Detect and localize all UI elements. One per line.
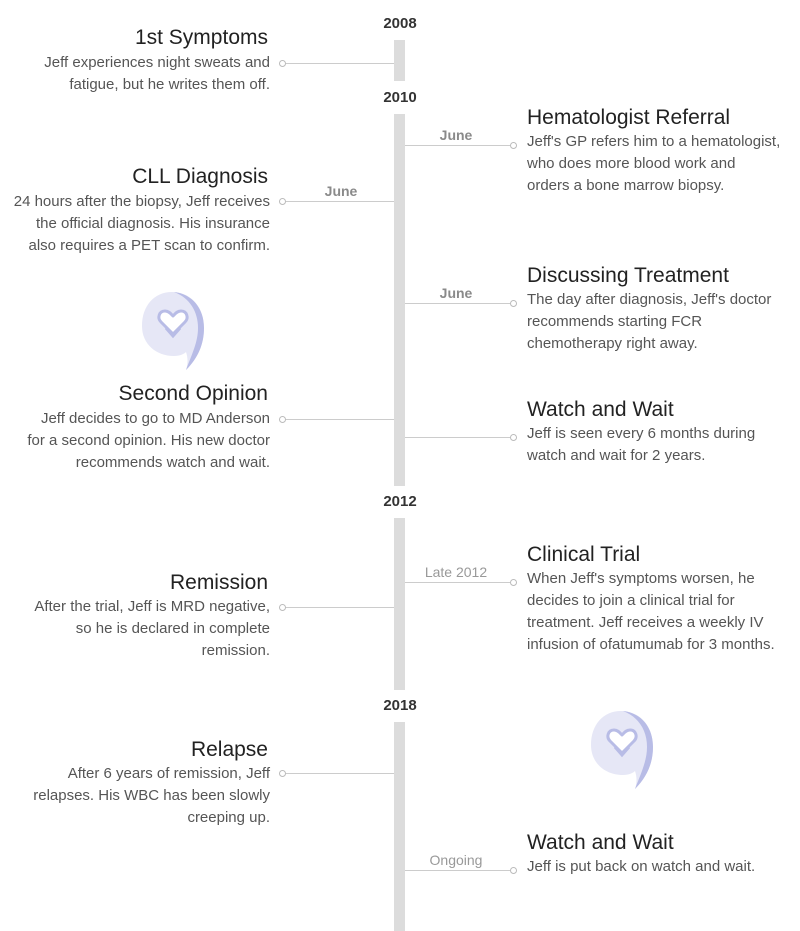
event-title-second-opinion: Second Opinion: [118, 382, 268, 405]
connector-dot: [510, 867, 517, 874]
event-title-first-symptoms: 1st Symptoms: [134, 26, 268, 49]
connector-line: [286, 607, 394, 608]
heart-speech-bubble-icon: [589, 707, 655, 797]
event-date-hematologist-referral: June: [439, 127, 473, 143]
heart-speech-bubble-icon: [140, 288, 206, 378]
event-date-discussing-treatment: June: [439, 285, 473, 301]
connector-dot: [510, 300, 517, 307]
connector-line: [286, 63, 394, 64]
connector-dot: [279, 770, 286, 777]
connector-dot: [279, 60, 286, 67]
event-body-discussing-treatment: The day after diagnosis, Jeff's doctor recommends starting FCR chemotherapy right away.: [527, 291, 772, 352]
connector-line: [405, 145, 510, 146]
timeline-axis-2012: [394, 518, 405, 690]
connector-dot: [510, 142, 517, 149]
connector-line: [405, 437, 510, 438]
connector-line: [405, 303, 510, 304]
event-body-second-opinion: Jeff decides to go to MD Anderson for a second opinion. His new doctor recommends watch and wait.: [27, 410, 270, 471]
year-marker: 2010: [383, 89, 417, 106]
connector-line: [286, 773, 394, 774]
connector-dot: [510, 579, 517, 586]
event-title-discussing-treatment: Discussing Treatment: [527, 264, 729, 287]
year-marker: 2018: [383, 697, 417, 714]
timeline-axis-2010: [394, 114, 405, 486]
event-date-cll-diagnosis: June: [324, 183, 358, 199]
event-title-cll-diagnosis: CLL Diagnosis: [132, 165, 268, 188]
event-body-watch-and-wait-ongoing: Jeff is put back on watch and wait.: [527, 858, 756, 875]
event-title-clinical-trial: Clinical Trial: [527, 543, 641, 566]
event-title-relapse: Relapse: [190, 738, 268, 761]
event-body-remission: After the trial, Jeff is MRD negative, so he is declared in complete remission.: [34, 598, 270, 659]
event-body-clinical-trial: When Jeff's symptoms worsen, he decides to join a clinical trial for treatment. Jeff receives a weekly IV infusion of ofatumumab for 3 months.: [527, 570, 775, 653]
timeline-axis-2018: [394, 722, 405, 931]
connector-line: [286, 419, 394, 420]
event-title-remission: Remission: [169, 571, 268, 594]
year-marker: 2008: [383, 15, 417, 32]
event-body-first-symptoms: Jeff experiences night sweats and fatigue, but he writes them off.: [44, 54, 270, 93]
connector-dot: [279, 604, 286, 611]
event-date-clinical-trial: Late 2012: [424, 564, 488, 580]
timeline-axis-2008: [394, 40, 405, 81]
connector-line: [405, 582, 510, 583]
event-title-watch-and-wait-ongoing: Watch and Wait: [527, 831, 674, 854]
event-body-cll-diagnosis: 24 hours after the biopsy, Jeff receives the official diagnosis. His insurance also requires a PET scan to confirm.: [13, 193, 270, 254]
connector-dot: [279, 416, 286, 423]
connector-line: [286, 201, 394, 202]
event-title-watch-and-wait: Watch and Wait: [527, 398, 674, 421]
event-date-watch-and-wait-ongoing: Ongoing: [429, 852, 483, 868]
connector-dot: [279, 198, 286, 205]
connector-dot: [510, 434, 517, 441]
connector-line: [405, 870, 510, 871]
event-body-hematologist-referral: Jeff's GP refers him to a hematologist, who does more blood work and orders a bone marrow biopsy.: [527, 133, 781, 194]
event-body-relapse: After 6 years of remission, Jeff relapses. His WBC has been slowly creeping up.: [33, 765, 270, 826]
event-title-hematologist-referral: Hematologist Referral: [527, 106, 731, 129]
event-body-watch-and-wait: Jeff is seen every 6 months during watch and wait for 2 years.: [527, 425, 756, 464]
year-marker: 2012: [383, 493, 417, 510]
